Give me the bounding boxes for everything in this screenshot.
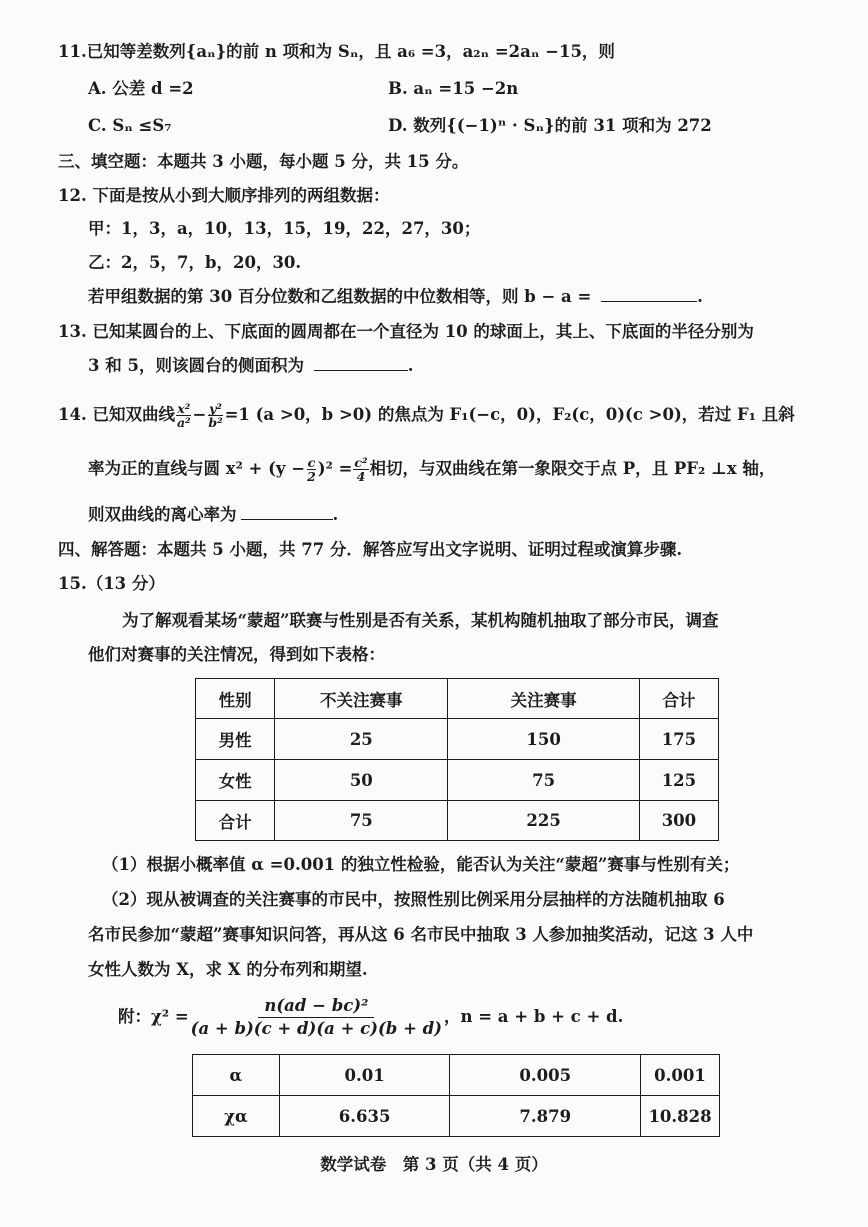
q14-fraction-x — [176, 402, 192, 429]
table-cell: 10.828 — [641, 1096, 720, 1137]
q15-para-line1: 为了解观看某场“蒙超”联赛与性别是否有关系，某机构随机抽取了部分市民，调查 — [122, 611, 719, 630]
table-cell: 50 — [275, 760, 448, 801]
table-cell: 225 — [448, 801, 639, 841]
formula-suffix: ，n = a + b + c + d. — [444, 1007, 624, 1026]
formula-fraction — [191, 995, 442, 1040]
critical-value-table — [192, 1054, 720, 1137]
table-cell: α — [193, 1055, 280, 1096]
table-header-cell: 关注赛事 — [448, 679, 639, 719]
table-cell: 125 — [639, 760, 718, 801]
q11-option-d: D. 数列{(−1)ⁿ · Sₙ}的前 31 项和为 272 — [388, 116, 712, 135]
q13-answer-blank — [314, 356, 408, 371]
table-cell: 男性 — [196, 719, 275, 760]
q14-fc-den: 2 — [307, 469, 316, 484]
table-cell: χα — [193, 1096, 280, 1137]
q14-fraction-c2 — [306, 456, 317, 483]
table-cell: 0.001 — [641, 1055, 720, 1096]
q14-l2b: )² = — [317, 459, 353, 478]
q14-line2 — [88, 452, 775, 486]
table-header-cell: 不关注赛事 — [275, 679, 448, 719]
q13-line2 — [88, 354, 413, 378]
q12-end: . — [697, 287, 703, 306]
q15-sub2-line2: 名市民参加“蒙超”赛事知识问答，再从这 6 名市民中抽取 3 人参加抽奖活动，记这 3 人中 — [88, 925, 754, 944]
table-cell: 女性 — [196, 760, 275, 801]
q15-sub2-line1: （2）现从被调查的关注赛事的市民中，按照性别比例采用分层抽样的方法随机抽取 6 — [102, 890, 725, 909]
q14-fc-num: c — [307, 455, 316, 470]
formula-denominator: (a + b)(c + d)(a + c)(b + d) — [190, 1019, 442, 1038]
formula-numerator: n(ad − bc)² — [258, 995, 374, 1018]
q14-fc2-num: c² — [354, 455, 368, 470]
q14-l2c: 相切，与双曲线在第一象限交于点 P，且 PF₂ ⊥x 轴， — [369, 459, 776, 478]
q11-option-c: C. Sₙ ≤S₇ — [88, 116, 172, 135]
table-row — [196, 760, 719, 801]
q14-fy-num: y² — [209, 401, 222, 416]
table-header-row — [196, 679, 719, 719]
table-header-cell: 性别 — [196, 679, 275, 719]
q12-stem: 12. 下面是按从小到大顺序排列的两组数据： — [58, 186, 390, 205]
q14-answer-blank — [241, 505, 333, 520]
q14-fraction-c2-4 — [353, 456, 368, 483]
table-header-cell: 合计 — [639, 679, 718, 719]
q14-minus: − — [192, 405, 207, 424]
q14-fx-num: x² — [177, 401, 191, 416]
table-row — [196, 801, 719, 841]
q14-fy-den: b² — [208, 415, 223, 430]
section-4-heading: 四、解答题：本题共 5 小题，共 77 分．解答应写出文字说明、证明过程或演算步骤. — [58, 540, 683, 559]
table-row-alpha — [193, 1055, 720, 1096]
table-cell: 75 — [448, 760, 639, 801]
q15-heading: 15.（13 分） — [58, 574, 165, 593]
table-cell: 0.005 — [450, 1055, 641, 1096]
q15-sub2-line3: 女性人数为 X，求 X 的分布列和期望. — [88, 960, 368, 979]
q12-answer-blank — [601, 287, 697, 302]
q12-group-jia: 甲：1，3，a，10，13，15，19，22，27，30； — [88, 219, 481, 238]
q12-question — [88, 285, 703, 309]
q15-survey-table — [195, 678, 719, 841]
page-footer: 数学试卷 第 3 页（共 4 页） — [320, 1155, 548, 1174]
table-row — [196, 719, 719, 760]
q11-stem: 11.已知等差数列{aₙ}的前 n 项和为 Sₙ，且 a₆ =3，a₂ₙ =2aₙ −15，则 — [58, 42, 615, 61]
table-cell: 6.635 — [279, 1096, 450, 1137]
q13-line1: 13. 已知某圆台的上、下底面的圆周都在一个直径为 10 的球面上，其上、下底面的半径分别为 — [58, 322, 754, 341]
q14-fc2-den: 4 — [356, 469, 366, 484]
q13-line2-text: 3 和 5，则该圆台的侧面积为 — [88, 356, 304, 375]
table-cell: 175 — [639, 719, 718, 760]
q14-post: =1 (a >0，b >0) 的焦点为 F₁(−c，0)，F₂(c，0)(c >0)，若过 F₁ 且斜 — [224, 405, 795, 424]
table-cell: 合计 — [196, 801, 275, 841]
table-cell: 300 — [639, 801, 718, 841]
q14-line1 — [58, 398, 795, 432]
q13-end: . — [407, 356, 414, 375]
q15-para-line2: 他们对赛事的关注情况，得到如下表格： — [88, 645, 385, 664]
q11-option-b: B. aₙ =15 −2n — [388, 79, 519, 98]
q15-sub1: （1）根据小概率值 α =0.001 的独立性检验，能否认为关注“蒙超”赛事与性别有关； — [102, 855, 740, 874]
section-3-heading: 三、填空题：本题共 3 小题，每小题 5 分，共 15 分。 — [58, 152, 469, 171]
q14-l3-text: 则双曲线的离心率为 — [88, 505, 237, 524]
q14-line3 — [88, 503, 338, 527]
q14-l2a: 率为正的直线与圆 x² + (y − — [88, 459, 306, 478]
q12-group-yi: 乙：2，5，7，b，20，30. — [88, 253, 302, 272]
table-cell: 150 — [448, 719, 639, 760]
q15-formula — [118, 995, 623, 1040]
q14-fraction-y — [207, 402, 223, 429]
q14-fx-den: a² — [176, 415, 191, 430]
q14-pre: 14. 已知双曲线 — [58, 405, 175, 424]
table-cell: 25 — [275, 719, 448, 760]
q12-question-text: 若甲组数据的第 30 百分位数和乙组数据的中位数相等，则 b − a = — [88, 287, 592, 306]
q11-option-a: A. 公差 d =2 — [88, 79, 194, 98]
table-cell: 7.879 — [450, 1096, 641, 1137]
table-cell: 0.01 — [279, 1055, 450, 1096]
formula-prefix: 附：χ² = — [118, 1007, 189, 1026]
table-cell: 75 — [275, 801, 448, 841]
table-row-chi — [193, 1096, 720, 1137]
q14-end: . — [332, 505, 339, 524]
